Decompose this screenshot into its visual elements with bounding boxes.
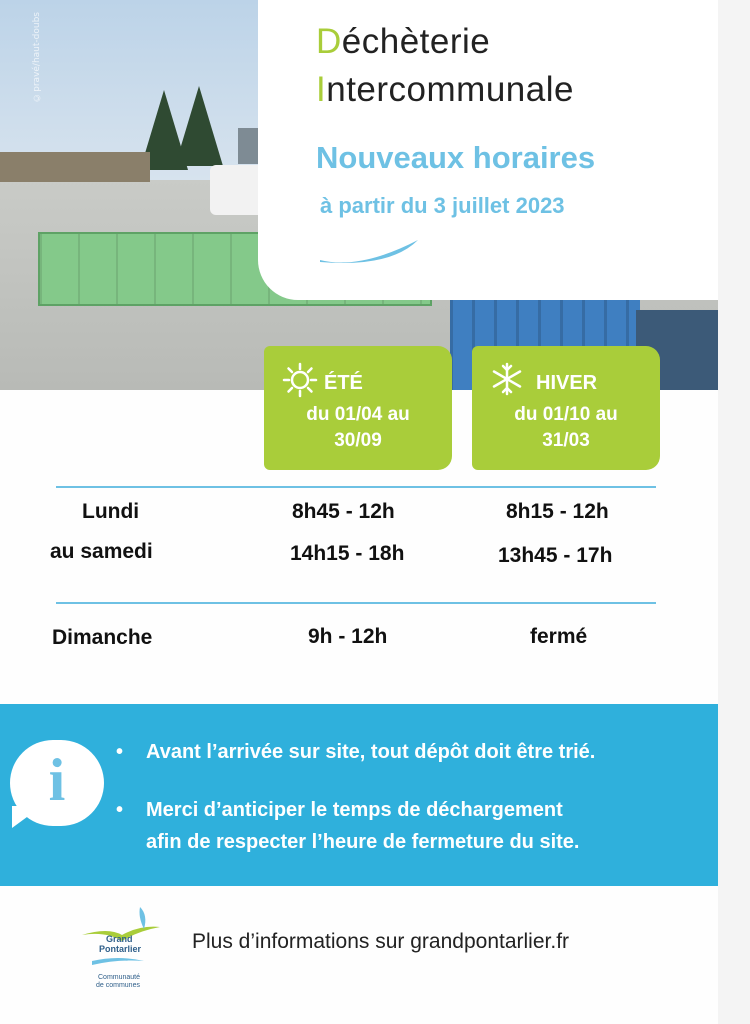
logo-text: Pontarlier: [99, 944, 142, 954]
photo-building: [0, 152, 150, 182]
start-date: à partir du 3 juillet 2023: [320, 193, 565, 218]
summer-label: ÉTÉ: [324, 372, 363, 394]
title-line-2: [316, 70, 574, 110]
bullet-dot: •: [116, 799, 124, 821]
table-divider: [56, 486, 656, 488]
title-rest: échèterie: [341, 22, 491, 61]
bullet-dot: •: [116, 741, 124, 763]
winter-label: HIVER: [536, 372, 598, 394]
title-initial: D: [316, 22, 342, 61]
winter-weekday-morning: 8h15 - 12h: [506, 500, 609, 523]
title-initial: I: [316, 70, 327, 109]
photo-credit: ©pravé/haut-doubs: [32, 12, 42, 102]
summer-range-end: 30/09: [334, 430, 382, 451]
table-divider: [56, 602, 656, 604]
weekday-label-2: au samedi: [50, 540, 153, 563]
info-bullet-2-line-1: Merci d’anticiper le temps de déchargement: [146, 799, 563, 821]
weekday-label-1: Lundi: [82, 500, 140, 523]
logo-text: Grand: [106, 934, 133, 944]
page-edge: [718, 0, 750, 1024]
summer-range-start: du 01/04 au: [306, 404, 410, 425]
info-bullet-1: [116, 736, 596, 768]
winter-weekday-afternoon: 13h45 - 17h: [498, 544, 613, 567]
winter-range-end: 31/03: [542, 430, 590, 451]
sun-icon: [282, 362, 318, 398]
winter-range-start: du 01/10 au: [514, 404, 618, 425]
snowflake-icon: [490, 362, 524, 396]
summer-badge: [264, 346, 452, 470]
winter-sunday-hours: fermé: [530, 625, 588, 648]
summer-sunday-hours: 9h - 12h: [308, 625, 388, 648]
info-bullet-2: [116, 794, 580, 858]
logo-text: de communes: [96, 982, 140, 989]
info-icon: i: [48, 747, 66, 813]
subtitle: Nouveaux horaires: [316, 140, 596, 175]
winter-badge: [472, 346, 660, 470]
summer-weekday-afternoon: 14h15 - 18h: [290, 542, 405, 565]
more-info-link-text: Plus d’informations sur grandpontarlier.fr: [192, 930, 570, 953]
info-bubble: [10, 740, 104, 826]
summer-weekday-morning: 8h45 - 12h: [292, 500, 395, 523]
wave-decoration: [320, 240, 420, 270]
logo-text: Communauté: [98, 974, 141, 981]
info-bullet-1-text: Avant l’arrivée sur site, tout dépôt doit être trié.: [146, 741, 596, 763]
photo-tree: [175, 86, 223, 166]
title-line-1: [316, 22, 490, 62]
sunday-label: Dimanche: [52, 626, 153, 649]
title-rest: ntercommunale: [326, 70, 574, 109]
info-bullet-2-line-2: afin de respecter l’heure de fermeture du site.: [146, 831, 580, 853]
